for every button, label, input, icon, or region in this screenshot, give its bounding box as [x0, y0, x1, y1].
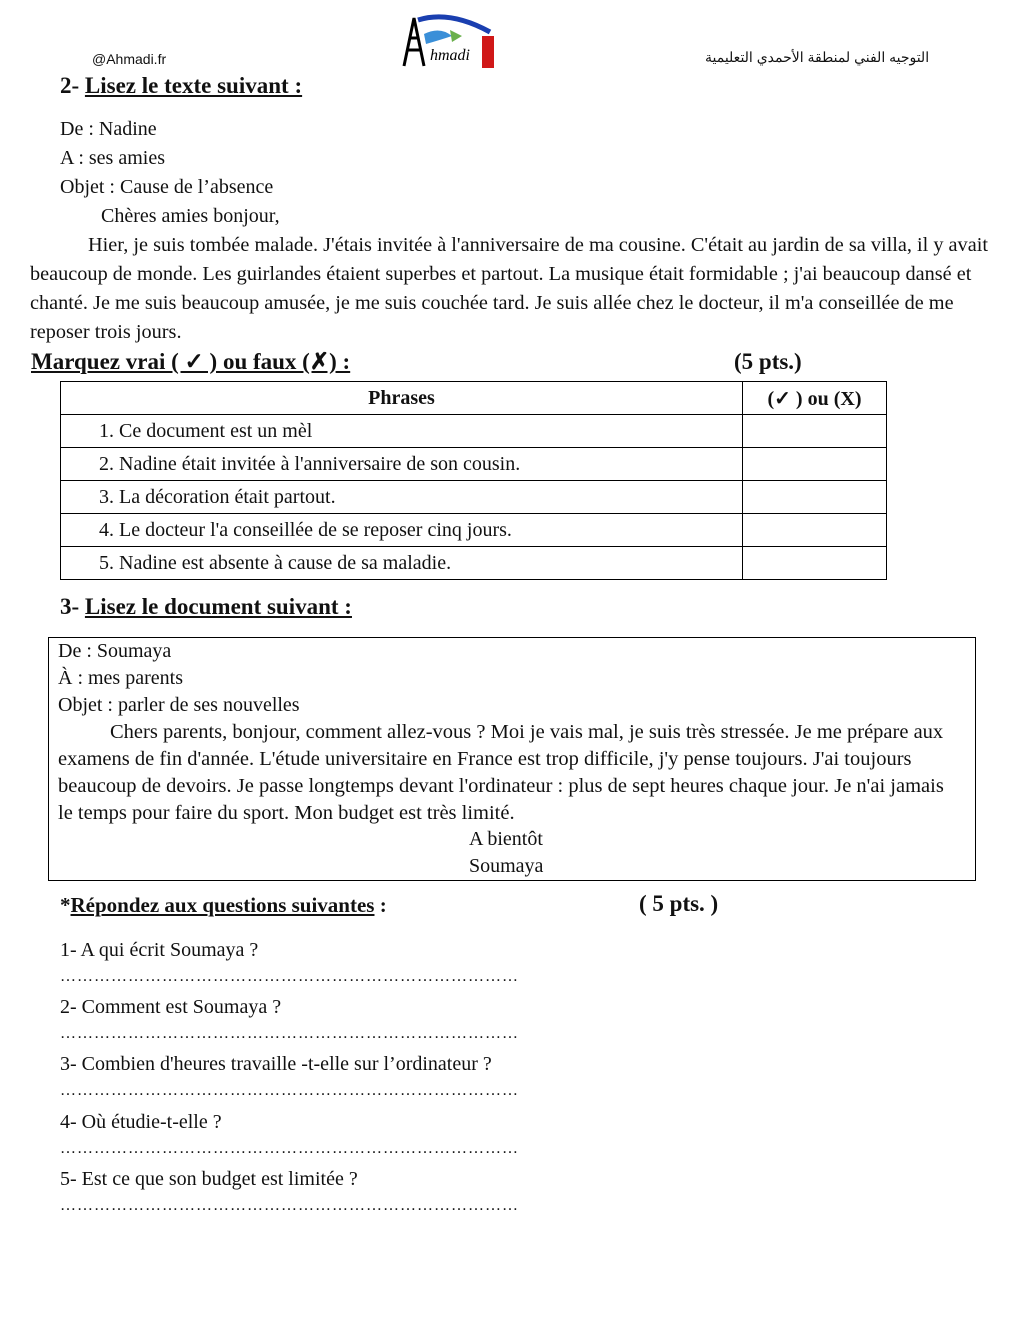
question-2: 2- Comment est Soumaya ?: [60, 996, 282, 1018]
statement: 2. Nadine était invitée à l'anniversaire de son cousin.: [61, 448, 743, 481]
header-website: @Ahmadi.fr: [92, 51, 167, 67]
questions-points: ( 5 pts. ): [639, 891, 719, 916]
statement: 1. Ce document est un mèl: [61, 415, 743, 448]
question-1: 1- A qui écrit Soumaya ?: [60, 939, 259, 961]
doc-signature: Soumaya: [469, 855, 544, 877]
col-phrases: Phrases: [61, 382, 743, 415]
answer-line-3[interactable]: ………………………………………………………………………: [60, 1082, 519, 1099]
doc-subject: Objet : parler de ses nouvelles: [58, 694, 300, 716]
doc-to: À : mes parents: [58, 667, 183, 689]
question-4: 4- Où étudie-t-elle ?: [60, 1111, 222, 1133]
svg-text:hmadi: hmadi: [430, 47, 470, 64]
section2-title: Lisez le texte suivant :: [84, 73, 303, 98]
statement: 5. Nadine est absente à cause de sa maladie.: [61, 547, 743, 580]
answer-cell[interactable]: [743, 415, 887, 448]
doc-closing: A bientôt: [469, 828, 543, 850]
table-row: [61, 547, 887, 580]
header-arabic: التوجيه الفني لمنطقة الأحمدي التعليمية: [705, 49, 930, 65]
answer-line-2[interactable]: ………………………………………………………………………: [60, 1025, 519, 1042]
answer-cell[interactable]: [743, 448, 887, 481]
star: *: [60, 893, 71, 917]
questions-title: Répondez aux questions suivantes: [70, 893, 375, 917]
table-row: [61, 415, 887, 448]
section2-number: 2-: [60, 73, 80, 98]
question-3: 3- Combien d'heures travaille -t-elle sur l’ordinateur ?: [60, 1053, 492, 1075]
true-false-title: Marquez vrai ( ✓ ) ou faux (✗) :: [31, 349, 351, 374]
letter-from: De : Nadine: [60, 118, 157, 140]
letter-greeting: Chères amies bonjour,: [101, 205, 280, 227]
section3-title: Lisez le document suivant :: [84, 594, 352, 619]
statement: 3. La décoration était partout.: [61, 481, 743, 514]
table-row: [61, 481, 887, 514]
statement: 4. Le docteur l'a conseillée de se reposer cinq jours.: [61, 514, 743, 547]
answer-cell[interactable]: [743, 481, 887, 514]
answer-line-4[interactable]: ………………………………………………………………………: [60, 1140, 519, 1157]
true-false-points: (5 pts.): [734, 349, 802, 374]
colon: :: [374, 893, 387, 917]
document-box: [48, 637, 976, 881]
doc-from: De : Soumaya: [58, 640, 172, 662]
question-5: 5- Est ce que son budget est limitée ?: [60, 1168, 358, 1190]
table-row: [61, 448, 887, 481]
answer-line-5[interactable]: ………………………………………………………………………: [60, 1197, 519, 1214]
table-row: [61, 514, 887, 547]
answer-cell[interactable]: [743, 547, 887, 580]
logo: [390, 10, 502, 70]
letter-body: Hier, je suis tombée malade. J'étais invitée à l'anniversaire de ma cousine. C'était au jardin de sa villa, il y avait beaucoup de monde. Les guirlandes étaient superbes et partout. La musique était formidable ; j'ai beaucoup dansé et chanté. Je me suis beaucoup amusée, je me suis couchée tard. Je suis allée chez le docteur, il m'a conseillée de me reposer trois jours.: [30, 234, 988, 343]
answer-line-1[interactable]: ………………………………………………………………………: [60, 968, 519, 985]
answer-cell[interactable]: [743, 514, 887, 547]
doc-body: Chers parents, bonjour, comment allez-vous ? Moi je vais mal, je suis très stressée. Je me prépare aux examens de fin d'année. L'étude universitaire en France est trop difficile, j'y pense toujours. J'ai toujours beaucoup de devoirs. Je passe longtemps devant l'ordinateur : plus de sept heures chaque jour. Je n'ai jamais le temps pour faire du sport. Mon budget est très limité.: [58, 721, 944, 824]
section3-number: 3-: [60, 594, 80, 619]
true-false-table: [60, 381, 887, 580]
letter-subject: Objet : Cause de l’absence: [60, 176, 274, 198]
col-answer: (✓ ) ou (X): [743, 382, 887, 415]
letter-to: A : ses amies: [60, 147, 165, 169]
